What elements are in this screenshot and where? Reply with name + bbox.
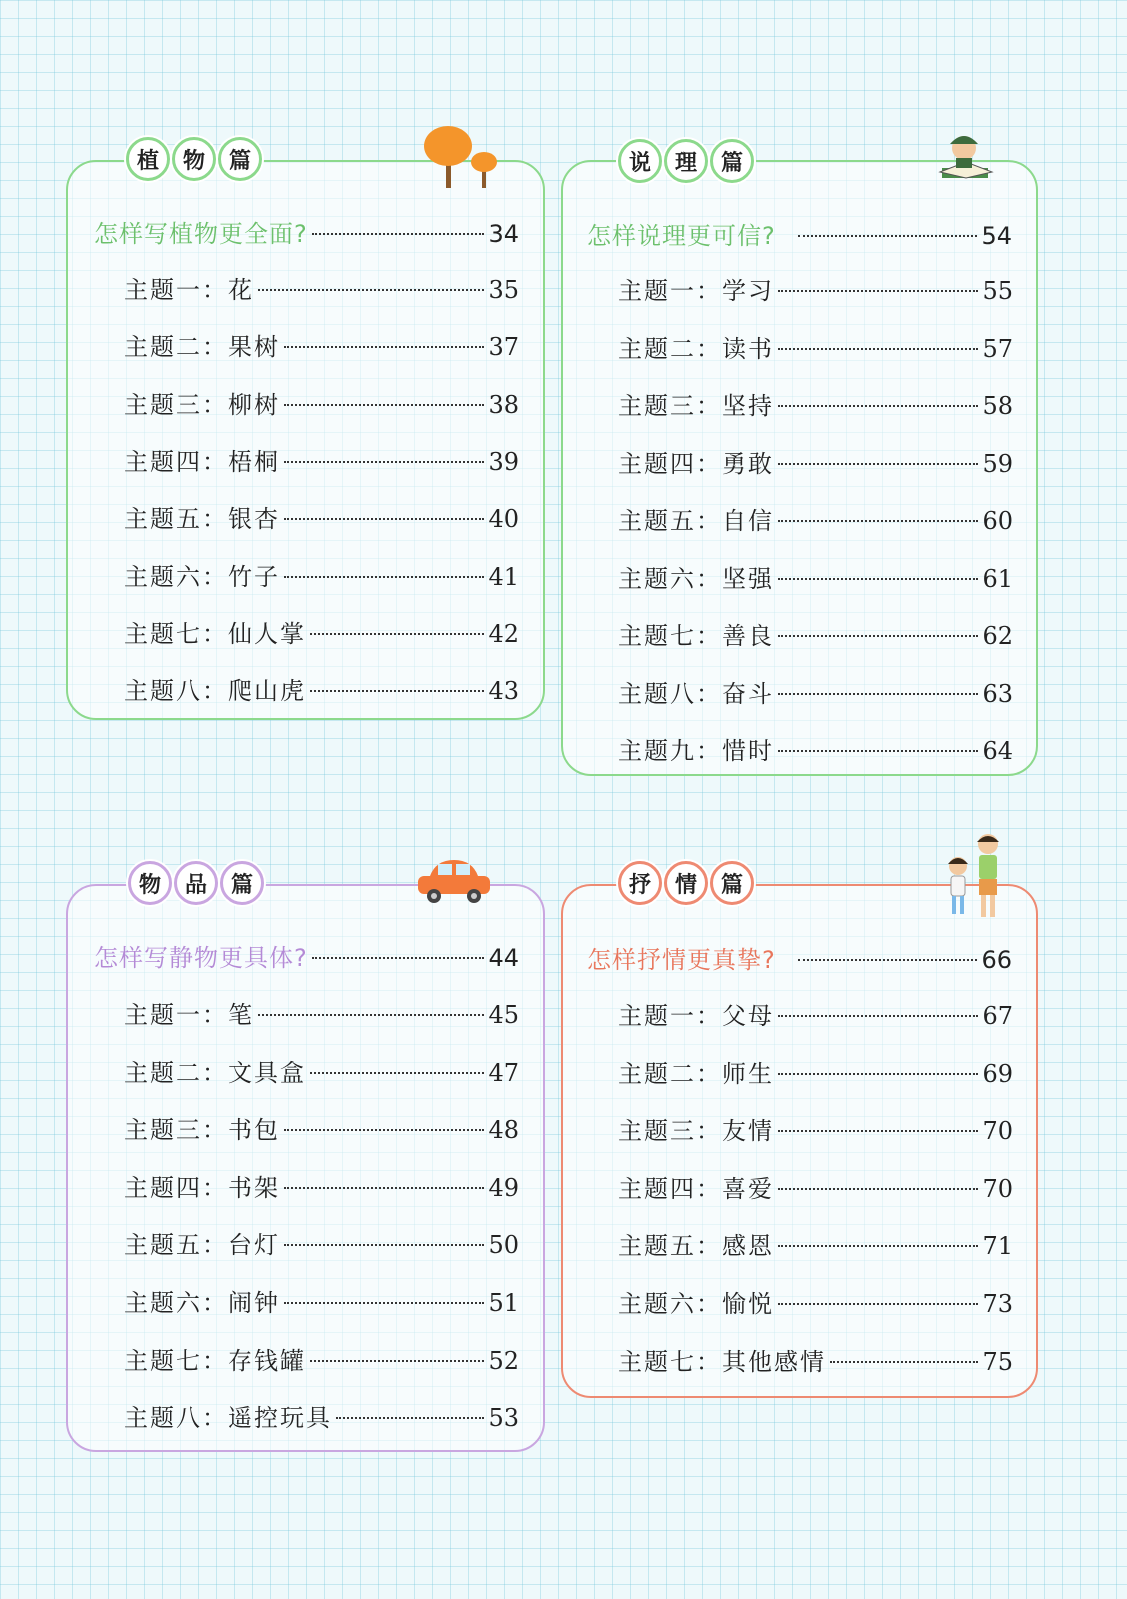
- leader-dots: [284, 1244, 484, 1246]
- entry-label: 主题八：遥控玩具: [124, 1404, 332, 1433]
- page-number: 61: [982, 564, 1013, 593]
- title-char: 物: [128, 861, 172, 905]
- leader-dots: [310, 633, 484, 635]
- car-icon: [414, 856, 500, 906]
- toc-entry[interactable]: [124, 499, 519, 534]
- toc-entry[interactable]: [618, 1111, 1013, 1146]
- title-char: 情: [664, 861, 708, 905]
- entry-label: 主题一：父母: [618, 1002, 774, 1030]
- page-number: 47: [488, 1058, 519, 1087]
- toc-entry[interactable]: [618, 1284, 1013, 1319]
- leader-dots: [778, 1015, 978, 1017]
- leader-dots: [284, 346, 484, 348]
- page-number: 49: [488, 1173, 519, 1202]
- page-number: 64: [982, 737, 1013, 765]
- toc-entry[interactable]: [618, 1169, 1013, 1204]
- entry-label: 主题二：文具盒: [124, 1058, 306, 1087]
- entry-label: 主题五：台灯: [124, 1231, 280, 1260]
- entry-label: 主题三：友情: [618, 1117, 774, 1146]
- page-number: 34: [488, 220, 519, 248]
- entry-label: 主题二：果树: [124, 333, 280, 362]
- toc-entry[interactable]: [618, 616, 1013, 651]
- leader-dots: [778, 578, 978, 580]
- entry-label: 主题六：坚强: [618, 564, 774, 593]
- title-char: 篇: [710, 861, 754, 905]
- entry-label: 主题三：书包: [124, 1116, 280, 1145]
- leader-dots: [778, 1130, 978, 1132]
- entry-label: 主题二：读书: [618, 334, 774, 363]
- entry-label: 主题六：愉悦: [618, 1290, 774, 1318]
- page-number: 66: [981, 946, 1012, 974]
- title-char: 说: [618, 139, 662, 183]
- toc-entry[interactable]: [618, 329, 1013, 364]
- leader-dots: [778, 520, 978, 522]
- entry-label: 主题七：存钱罐: [124, 1346, 306, 1375]
- toc-entry[interactable]: [124, 1110, 519, 1145]
- entry-label: 主题四：喜爱: [618, 1174, 774, 1203]
- page-number: 60: [982, 507, 1013, 535]
- leader-dots: [284, 461, 484, 463]
- leader-dots: [312, 233, 485, 235]
- page-number: 38: [488, 390, 519, 419]
- toc-entry[interactable]: [618, 1342, 1013, 1377]
- page-number: 41: [488, 562, 519, 591]
- toc-entry[interactable]: [124, 1283, 519, 1318]
- page-number: 51: [488, 1289, 519, 1317]
- page-number: 75: [982, 1347, 1013, 1376]
- page-number: 63: [982, 679, 1013, 708]
- entry-label: 主题七：善良: [618, 622, 774, 650]
- toc-entry[interactable]: [124, 557, 519, 592]
- page-number: 40: [488, 505, 519, 534]
- page-number: 62: [982, 622, 1013, 650]
- page-number: 35: [488, 276, 519, 304]
- entry-label: 主题四：梧桐: [124, 447, 280, 476]
- toc-entry[interactable]: [618, 271, 1013, 306]
- entry-label: 主题七：仙人掌: [124, 619, 306, 648]
- leader-dots: [336, 1417, 484, 1419]
- leader-dots: [778, 348, 978, 350]
- title-char: 物: [172, 137, 216, 181]
- title-char: 篇: [218, 137, 262, 181]
- entry-label: 主题四：勇敢: [618, 449, 774, 478]
- leader-dots: [284, 576, 484, 578]
- leader-dots: [284, 404, 484, 406]
- entry-label: 主题五：银杏: [124, 505, 280, 534]
- entry-label: 主题一：笔: [124, 1001, 254, 1029]
- tree-icon: [420, 122, 504, 190]
- toc-entry[interactable]: [124, 442, 519, 477]
- entry-label: 主题一：花: [124, 276, 254, 304]
- page-number: 73: [982, 1290, 1013, 1318]
- leader-dots: [284, 1302, 484, 1304]
- page-number: 57: [982, 334, 1013, 363]
- leader-dots: [830, 1361, 978, 1363]
- leader-dots: [778, 463, 978, 465]
- entry-label: 主题二：师生: [618, 1059, 774, 1088]
- page-number: 67: [982, 1002, 1013, 1030]
- toc-entry[interactable]: [124, 671, 519, 706]
- page-number: 69: [982, 1059, 1013, 1088]
- toc-entry[interactable]: [124, 270, 519, 305]
- leader-dots: [258, 289, 484, 291]
- leader-dots: [310, 1360, 484, 1362]
- leader-dots: [778, 290, 978, 292]
- entry-label: 主题四：书架: [124, 1173, 280, 1202]
- toc-entry[interactable]: [124, 1053, 519, 1088]
- page-number: 53: [488, 1404, 519, 1433]
- entry-label: 主题三：柳树: [124, 390, 280, 419]
- page-number: 71: [982, 1232, 1013, 1261]
- leader-dots: [284, 1129, 484, 1131]
- toc-entry[interactable]: [618, 996, 1013, 1031]
- leader-dots: [778, 693, 978, 695]
- heading-label: 怎样抒情更真挚?: [587, 946, 776, 974]
- reading-boy-icon: [936, 128, 996, 184]
- leader-dots: [798, 959, 978, 961]
- entry-label: 主题八：爬山虎: [124, 677, 306, 706]
- objects-heading-row[interactable]: [94, 938, 519, 973]
- toc-entry[interactable]: [124, 1225, 519, 1260]
- page-number: 52: [488, 1346, 519, 1375]
- toc-entry[interactable]: [618, 386, 1013, 421]
- leader-dots: [284, 1187, 484, 1189]
- entry-label: 主题八：奋斗: [618, 679, 774, 708]
- leader-dots: [778, 405, 978, 407]
- page-number: 48: [488, 1116, 519, 1145]
- title-char: 植: [126, 137, 170, 181]
- objects-title: [128, 861, 264, 905]
- page-number: 70: [982, 1174, 1013, 1203]
- entry-label: 主题五：感恩: [618, 1232, 774, 1261]
- entry-label: 主题五：自信: [618, 507, 774, 535]
- leader-dots: [310, 1072, 484, 1074]
- entry-label: 主题一：学习: [618, 277, 774, 305]
- page-number: 44: [488, 944, 519, 972]
- page-number: 70: [982, 1117, 1013, 1146]
- title-char: 品: [174, 861, 218, 905]
- leader-dots: [310, 690, 484, 692]
- leader-dots: [778, 1073, 978, 1075]
- leader-dots: [778, 1245, 978, 1247]
- page-number: 55: [982, 277, 1013, 305]
- entry-label: 主题九：惜时: [618, 737, 774, 765]
- leader-dots: [778, 1188, 978, 1190]
- page-number: 45: [488, 1001, 519, 1029]
- leader-dots: [778, 1303, 978, 1305]
- leader-dots: [778, 635, 978, 637]
- leader-dots: [778, 750, 978, 752]
- title-char: 篇: [220, 861, 264, 905]
- emotion-heading-row[interactable]: [587, 940, 1012, 975]
- leader-dots: [798, 235, 978, 237]
- leader-dots: [284, 518, 484, 520]
- toc-entry[interactable]: [124, 1398, 519, 1433]
- title-char: 抒: [618, 861, 662, 905]
- toc-entry[interactable]: [124, 1341, 519, 1376]
- plants-heading-row[interactable]: [94, 214, 519, 249]
- entry-label: 主题六：竹子: [124, 562, 280, 591]
- page-number: 54: [981, 222, 1012, 250]
- children-icon: [938, 830, 1012, 922]
- toc-entry[interactable]: [618, 731, 1013, 766]
- heading-label: 怎样写植物更全面?: [94, 220, 308, 248]
- page-number: 50: [488, 1231, 519, 1260]
- toc-entry[interactable]: [618, 1054, 1013, 1089]
- toc-entry[interactable]: [124, 1168, 519, 1203]
- plants-title: [126, 137, 262, 181]
- entry-label: 主题三：坚持: [618, 392, 774, 420]
- entry-label: 主题七：其他感情: [618, 1347, 826, 1376]
- toc-entry[interactable]: [618, 444, 1013, 479]
- reasoning-heading-row[interactable]: [587, 216, 1012, 251]
- title-char: 篇: [710, 139, 754, 183]
- toc-entry[interactable]: [618, 1226, 1013, 1261]
- leader-dots: [312, 957, 485, 959]
- toc-entry[interactable]: [618, 674, 1013, 709]
- page-number: 37: [488, 333, 519, 362]
- heading-label: 怎样说理更可信?: [587, 222, 776, 250]
- heading-label: 怎样写静物更具体?: [94, 944, 308, 972]
- toc-entry[interactable]: [124, 995, 519, 1030]
- reasoning-title: [618, 139, 754, 183]
- toc-entry[interactable]: [618, 501, 1013, 536]
- page-number: 42: [488, 619, 519, 648]
- page-number: 58: [982, 392, 1013, 420]
- emotion-title: [618, 861, 754, 905]
- leader-dots: [258, 1014, 484, 1016]
- title-char: 理: [664, 139, 708, 183]
- entry-label: 主题六：闹钟: [124, 1289, 280, 1317]
- page-number: 43: [488, 677, 519, 706]
- toc-entry[interactable]: [124, 327, 519, 362]
- page-number: 59: [982, 449, 1013, 478]
- page-number: 39: [488, 447, 519, 476]
- toc-entry[interactable]: [618, 559, 1013, 594]
- toc-entry[interactable]: [124, 614, 519, 649]
- toc-entry[interactable]: [124, 385, 519, 420]
